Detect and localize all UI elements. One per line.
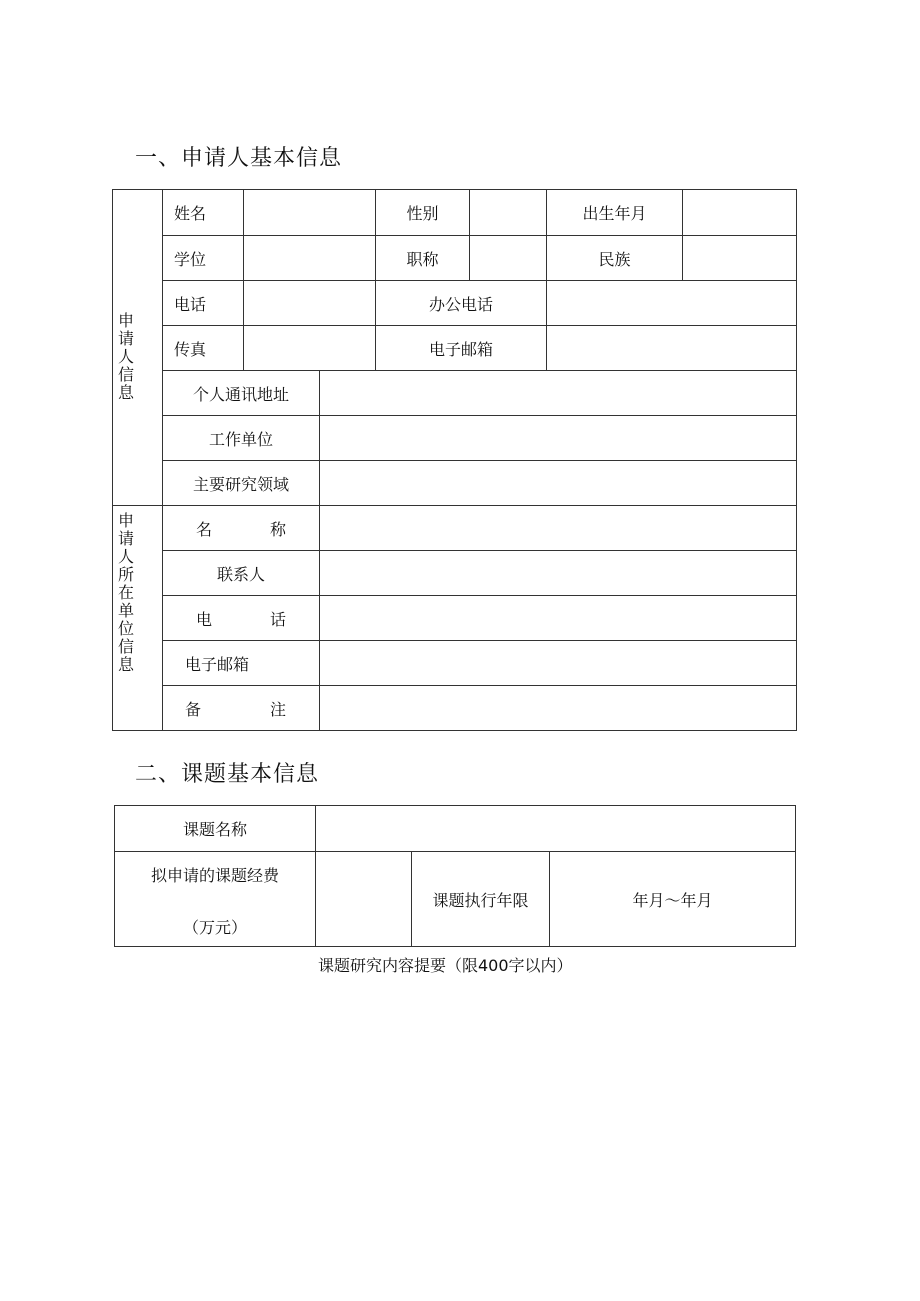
contact-person-label: 联系人 <box>216 564 265 584</box>
unit-phone-field[interactable] <box>320 596 796 640</box>
email-label: 电子邮箱 <box>428 339 493 359</box>
remark-label: 备 注 <box>185 699 286 719</box>
ethnicity-field[interactable] <box>683 236 796 280</box>
phone-label: 电话 <box>174 294 207 314</box>
period-value[interactable]: 年月〜年月 <box>632 890 713 910</box>
ethnicity-label: 民族 <box>598 249 631 269</box>
summary-label: 课题研究内容提要（限400字以内） <box>318 955 573 975</box>
research-field-label: 主要研究领域 <box>192 474 289 494</box>
birth-field[interactable] <box>683 190 796 235</box>
section-1-title: 一、申请人基本信息 <box>135 146 343 171</box>
period-label: 课题执行年限 <box>432 890 529 910</box>
unit-phone-label: 电 话 <box>196 609 286 629</box>
birth-label: 出生年月 <box>582 204 647 223</box>
degree-label: 学位 <box>174 249 207 269</box>
side-label-applicant-info: 申 请 人 信 息 <box>117 311 134 402</box>
unit-email-label: 电子邮箱 <box>185 654 250 674</box>
unit-name-field[interactable] <box>320 506 796 550</box>
section-2-title: 二、课题基本信息 <box>135 762 320 787</box>
fax-field[interactable] <box>244 326 375 370</box>
professional-title-label: 职称 <box>406 249 439 269</box>
topic-name-field[interactable] <box>316 806 795 851</box>
topic-name-label: 课题名称 <box>182 820 247 839</box>
address-label: 个人通讯地址 <box>192 384 289 404</box>
professional-title-field[interactable] <box>470 236 546 280</box>
employer-label: 工作单位 <box>208 429 273 449</box>
gender-label: 性别 <box>406 204 439 223</box>
employer-field[interactable] <box>320 416 796 460</box>
address-field[interactable] <box>320 371 796 415</box>
research-field-input[interactable] <box>320 461 796 505</box>
funding-label: 拟申请的课题经费 <box>150 865 279 885</box>
gender-field[interactable] <box>470 190 546 235</box>
funding-field[interactable] <box>316 852 411 946</box>
office-phone-label: 办公电话 <box>428 294 493 314</box>
phone-field[interactable] <box>244 281 375 325</box>
unit-email-field[interactable] <box>320 641 796 685</box>
unit-name-label: 名 称 <box>196 519 286 539</box>
funding-unit-label: （万元） <box>182 917 247 937</box>
degree-field[interactable] <box>244 236 375 280</box>
name-label: 姓名 <box>174 204 207 223</box>
office-phone-field[interactable] <box>547 281 796 325</box>
side-label-unit-info: 申 请 人 所 在 单 位 信 息 <box>117 511 134 674</box>
remark-field[interactable] <box>320 686 796 730</box>
fax-label: 传真 <box>174 339 207 359</box>
email-field[interactable] <box>547 326 796 370</box>
name-field[interactable] <box>244 190 375 235</box>
contact-person-field[interactable] <box>320 551 796 595</box>
